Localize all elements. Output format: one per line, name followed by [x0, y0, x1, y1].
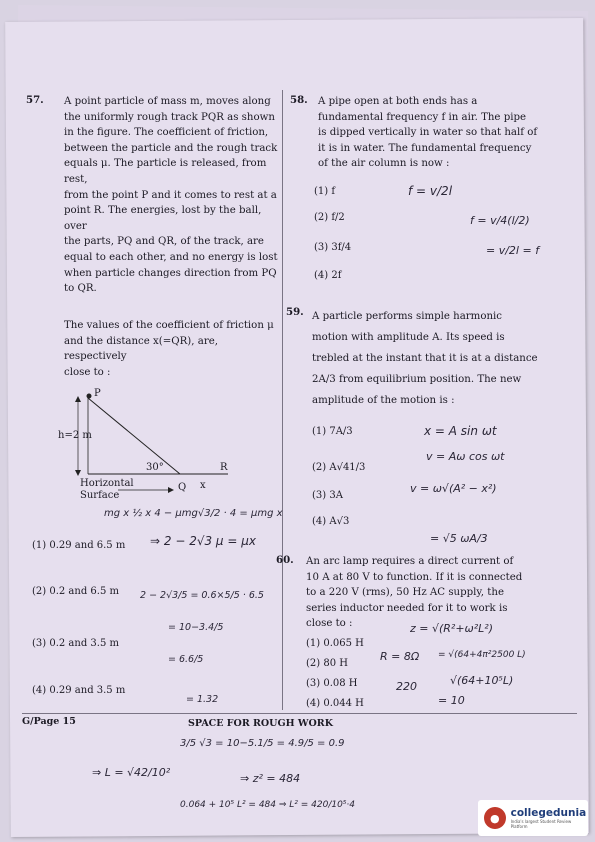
handwritten-note: = 1.32	[186, 694, 219, 705]
handwritten-note: = 10−3.4/5	[168, 622, 224, 633]
text-line: trebled at the instant that it is at a distance	[312, 353, 538, 364]
text-line: point R. The energies, lost by the ball, over	[64, 205, 262, 232]
text-line: between the particle and the rough track	[64, 142, 278, 154]
text-line: of the air column is now :	[318, 158, 450, 170]
handwritten-note: f = v/2l	[408, 184, 453, 198]
handwritten-note: ⇒ 2 − 2√3 μ = μx	[150, 534, 256, 548]
label-surface-1: Horizontal	[80, 478, 134, 489]
text-line: fundamental frequency f in air. The pipe	[318, 111, 527, 123]
text-line: A pipe open at both ends has a	[318, 96, 478, 107]
text-line: A particle performs simple harmonic	[312, 311, 502, 322]
handwritten-note: mg x ½ x 4 − μmg√3/2 · 4 = μmg x	[104, 508, 283, 519]
handwritten-note: R = 8Ω	[380, 650, 420, 663]
text-line: to a 220 V (rms), 50 Hz AC supply, the	[306, 587, 504, 599]
handwritten-note: 220	[396, 680, 417, 693]
graduate-icon: ●	[484, 807, 506, 829]
handwritten-note: ⇒ z² = 484	[240, 772, 301, 785]
text-line: 2A/3 from equilibrium position. The new	[312, 374, 522, 385]
question-57-number: 57.	[26, 94, 44, 106]
text-line: 10 A at 80 V to function. If it is connected	[306, 571, 523, 583]
text-line: when particle changes direction from PQ	[64, 267, 277, 279]
q58-option-1: (1) f	[314, 186, 336, 197]
text-line: and the distance x(=QR), are, respectively	[64, 335, 218, 363]
handwritten-note: 3/5 √3 = 10−5.1/5 = 4.9/5 = 0.9	[180, 738, 345, 749]
handwritten-note: f = v/4(l/2)	[470, 214, 530, 227]
handwritten-note: 2 − 2√3/5 = 0.6×5/5 · 6.5	[140, 590, 264, 601]
label-h: h=2 m	[58, 430, 92, 441]
text-line: An arc lamp requires a direct current of	[306, 556, 514, 567]
q57-option-3: (3) 0.2 and 3.5 m	[32, 638, 119, 649]
collegedunia-logo	[478, 800, 588, 836]
handwritten-note: ⇒ L = √42/10²	[92, 766, 171, 779]
q60-option-3: (3) 0.08 H	[306, 678, 358, 689]
column-divider	[282, 90, 283, 710]
text-line: in the figure. The coefficient of friction,	[64, 127, 269, 139]
text-line: A point particle of mass m, moves along	[64, 96, 271, 107]
text-line: close to :	[64, 366, 111, 378]
text-line: from the point P and it comes to rest at a	[64, 189, 277, 201]
question-57-text	[64, 94, 278, 297]
logo-tagline: India's largest Student Review Platform	[510, 819, 572, 829]
q60-option-1: (1) 0.065 H	[306, 638, 364, 649]
text-line: is dipped vertically in water so that half of	[318, 127, 538, 139]
text-line: series inductor needed for it to work is	[306, 602, 508, 614]
question-60-text	[306, 554, 541, 632]
handwritten-note: x = A sin ωt	[424, 424, 497, 438]
question-58-number: 58.	[290, 94, 308, 106]
incline-line	[88, 398, 180, 474]
text-line: The values of the coefficient of friction μ	[64, 320, 274, 331]
text-line: the parts, PQ and QR, of the track, are	[64, 236, 264, 248]
text-line: equals μ. The particle is released, from rest,	[64, 158, 267, 185]
handwritten-note: = 10	[438, 694, 465, 707]
text-line: to QR.	[64, 283, 97, 295]
label-x: x	[200, 480, 206, 491]
text-line: close to :	[306, 618, 353, 630]
label-Q: Q	[178, 482, 187, 493]
q59-option-2: (2) A√41/3	[312, 462, 366, 473]
text-line: amplitude of the motion is :	[312, 395, 455, 406]
logo-name: collegedunia	[510, 807, 587, 819]
handwritten-note: z = √(R²+ω²L²)	[410, 622, 494, 635]
q58-option-2: (2) f/2	[314, 212, 345, 223]
handwritten-note: = √(64+4π²2500 L)	[438, 650, 526, 660]
label-angle: 30°	[146, 462, 164, 473]
page-number: G/Page 15	[22, 716, 76, 727]
label-R: R	[220, 462, 228, 473]
footer-rule	[22, 713, 577, 714]
particle	[87, 394, 92, 399]
question-60-number: 60.	[276, 554, 294, 566]
handwritten-note: v = ω√(A² − x²)	[410, 482, 497, 495]
text-line: equal to each other, and no energy is lost	[64, 251, 278, 263]
label-surface-2: Surface	[80, 490, 120, 501]
handwritten-note: √(64+10⁵L)	[450, 674, 514, 687]
handwritten-note: = √5 ωA/3	[430, 532, 488, 545]
handwritten-note: = v/2l = f	[486, 244, 540, 257]
text-line: it is in water. The fundamental frequency	[318, 142, 532, 154]
handwritten-note: v = Aω cos ωt	[426, 450, 505, 463]
q60-option-2: (2) 80 H	[306, 658, 348, 669]
q57-option-4: (4) 0.29 and 3.5 m	[32, 685, 126, 696]
handwritten-note: = 6.6/5	[168, 654, 204, 665]
label-P: P	[94, 388, 101, 399]
question-57-text-2	[64, 318, 278, 380]
q59-option-4: (4) A√3	[312, 516, 350, 527]
q57-option-2: (2) 0.2 and 6.5 m	[32, 586, 119, 597]
q59-option-3: (3) 3A	[312, 490, 343, 501]
handwritten-note: 0.064 + 10⁵ L² = 484 ⇒ L² = 420/10⁵·4	[180, 800, 356, 810]
question-59-number: 59.	[286, 306, 304, 318]
q59-option-1: (1) 7A/3	[312, 426, 353, 437]
text-line: the uniformly rough track PQR as shown	[64, 111, 275, 123]
rough-work-heading: SPACE FOR ROUGH WORK	[188, 718, 333, 729]
text-line: motion with amplitude A. Its speed is	[312, 332, 505, 343]
question-58-text	[318, 94, 538, 172]
question-59-text	[312, 306, 542, 411]
q58-option-3: (3) 3f/4	[314, 242, 352, 253]
q60-option-4: (4) 0.044 H	[306, 698, 364, 709]
q57-option-1: (1) 0.29 and 6.5 m	[32, 540, 126, 551]
q58-option-4: (4) 2f	[314, 270, 342, 281]
